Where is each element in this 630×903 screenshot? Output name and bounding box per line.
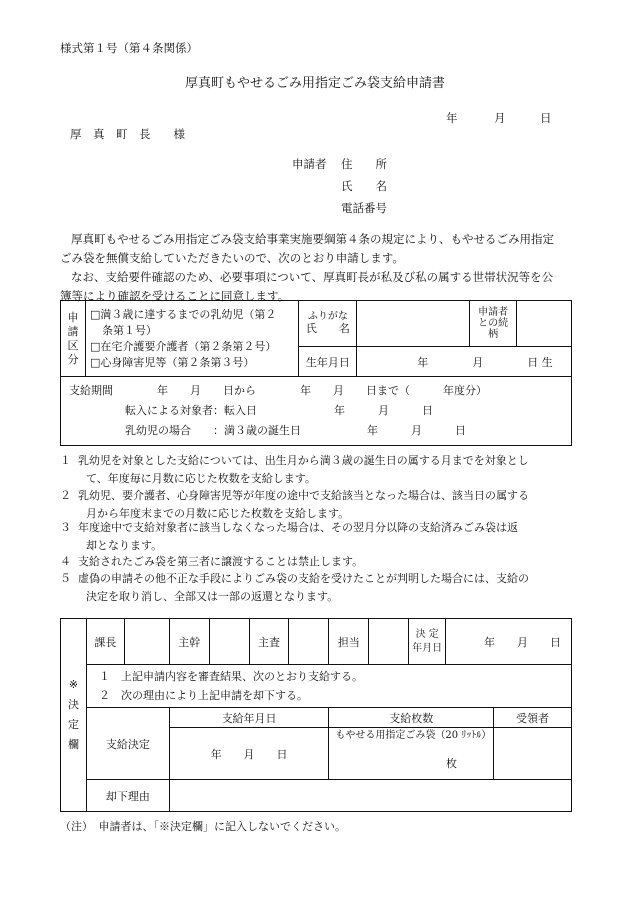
applicant-address-label: 住 所 <box>341 157 387 171</box>
relation-field[interactable] <box>517 301 572 347</box>
stamp-section-chief[interactable] <box>124 619 169 665</box>
option-care[interactable]: □在宅介護要介護者（第２条第２号） <box>89 339 277 353</box>
application-table <box>60 300 572 446</box>
role-chief: 主幹 <box>169 619 209 665</box>
role-inspector: 主査 <box>249 619 289 665</box>
birth-label: 生年月日 <box>299 347 357 377</box>
option-infant[interactable]: □満３歳に達するまでの乳幼児（第２ <box>89 307 277 321</box>
decision-date-field[interactable]: 年 月 日 <box>446 619 572 665</box>
period-section[interactable] <box>61 377 572 446</box>
supply-date-field[interactable]: 年 月 日 <box>169 728 329 780</box>
body-paragraph-1 <box>60 230 572 268</box>
supply-count-field[interactable] <box>329 728 494 780</box>
col-supply-count: 支給枚数 <box>329 708 494 728</box>
bag-type: もやせる用指定ごみ袋（20 ﾘｯﾄﾙ） <box>335 730 492 741</box>
role-staff: 担当 <box>329 619 369 665</box>
birth-field[interactable]: 年 月 日 生 <box>357 347 572 377</box>
transfer-line[interactable]: 転入による対象者：転入日 年 月 日 <box>125 404 433 417</box>
stamp-staff[interactable] <box>369 619 409 665</box>
p2-line1: なお、支給要件確認のため、必要事項について、厚真町長が私及び私の属する世帯状況等を公 <box>71 270 554 284</box>
decision-section-label: ※ 決 定 欄 <box>61 619 87 812</box>
p2-line2: 簿等により確認を受けることに同意します。 <box>60 289 290 303</box>
unit-label: 枚 <box>446 757 458 770</box>
p1-line1: 厚真町もやせるごみ用指定ごみ袋支給事業実施要綱第４条の規定により、もやせるごみ用指定 <box>71 232 554 246</box>
footer-note: （注） 申請者は、「※決定欄」に記入しないでください。 <box>60 820 346 833</box>
p1-line2: ごみ袋を無償支給していただきたいので、次のとおり申請します。 <box>60 251 404 265</box>
stamp-inspector[interactable] <box>289 619 329 665</box>
result-reject[interactable]: ２ 次の理由により上記申請を却下する。 <box>98 689 308 702</box>
addressee: 厚 真 町 長 様 <box>70 127 185 141</box>
page-title: 厚真町もやせるごみ用指定ごみ袋支給申請書 <box>184 76 445 91</box>
col-supply-date: 支給年月日 <box>169 708 329 728</box>
applicant-label: 申請者 <box>292 157 327 171</box>
form-number: 様式第１号（第４条関係） <box>60 41 198 55</box>
name-label-cell <box>299 301 357 347</box>
note-5: ５ 虚偽の申請その他不正な手段によりごみ袋の支給を受けたことが判明した場合には、支給の 決定を取り消し、全部又は一部の返還となります。 <box>60 572 529 603</box>
role-section-chief: 課長 <box>86 619 124 665</box>
date-day: 日 <box>540 111 552 125</box>
option-infant-ref: 条第１号） <box>101 323 157 337</box>
category-label: 申 請 区 分 <box>61 301 86 377</box>
applicant-phone-label: 電話番号 <box>341 201 387 215</box>
receiver-field[interactable] <box>494 728 572 780</box>
note-3: ３ 年度途中で支給対象者に該当しなくなった場合は、その翌月分以降の支給済みごみ袋は返 却となります。 <box>60 521 518 552</box>
name-field[interactable] <box>357 301 470 347</box>
decision-date-label: 決 定 年月日 <box>409 619 446 665</box>
stamp-chief[interactable] <box>209 619 249 665</box>
date-month: 月 <box>494 111 506 125</box>
decision-table <box>60 618 572 812</box>
note-2: ２ 乳幼児、要介護者、心身障害児等が年度の途中で支給該当となった場合は、該当日の属する 月から年度末までの月数に応じた枚数を支給します。 <box>60 489 529 520</box>
result-approve[interactable]: １ 上記申請内容を審査結果、次のとおり支給する。 <box>98 670 363 683</box>
decision-result[interactable] <box>86 665 571 708</box>
relation-label: 申請者 との続 柄 <box>470 301 517 347</box>
furigana-label: ふりがな <box>307 311 348 322</box>
period-line[interactable]: 支給期間 年 月 日から 年 月 日まで（ 年度分） <box>69 384 487 397</box>
applicant-name-label: 氏 名 <box>341 179 387 193</box>
option-disability[interactable]: □心身障害児等（第２条第３号） <box>89 355 255 369</box>
infant-line[interactable]: 乳幼児の場合 ：満３歳の誕生日 年 月 日 <box>125 424 466 437</box>
reject-reason-field[interactable] <box>169 780 571 812</box>
name-label: 氏 名 <box>305 322 350 335</box>
col-receiver: 受領者 <box>494 708 572 728</box>
supply-decision-label: 支給決定 <box>86 708 169 780</box>
reject-reason-label: 却下理由 <box>86 780 169 812</box>
category-options[interactable] <box>85 301 298 377</box>
note-1: １ 乳幼児を対象とした支給については、出生月から満３歳の誕生日の属する月までを対象とし て、年度毎に月数に応じた枚数を支給します。 <box>60 454 529 485</box>
date-year: 年 <box>446 111 458 125</box>
note-4: ４ 支給されたごみ袋を第三者に譲渡することは禁止します。 <box>60 555 364 568</box>
